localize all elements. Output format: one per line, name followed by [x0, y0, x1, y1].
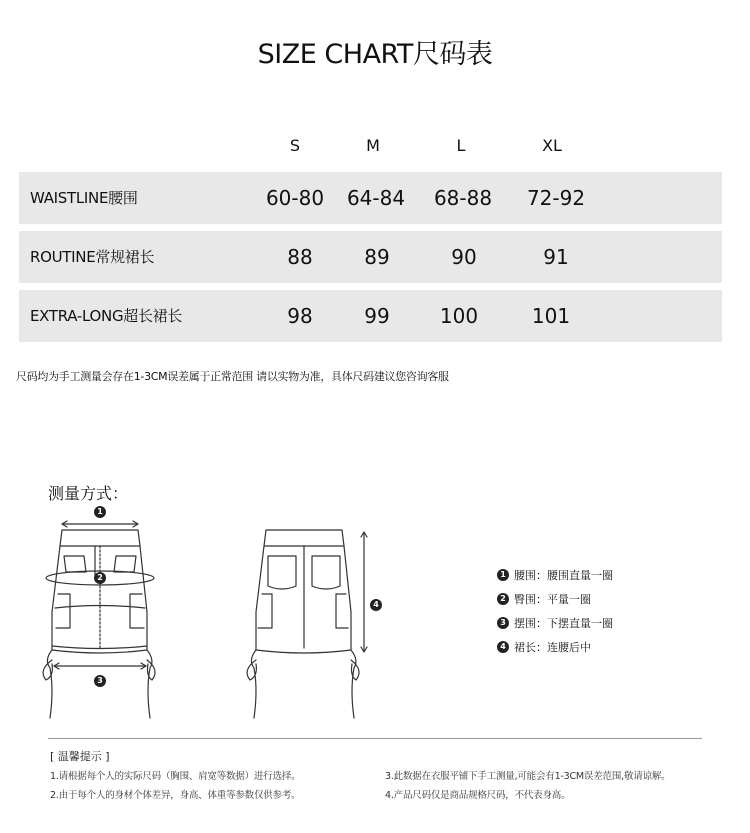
cell-m: 99 — [364, 304, 390, 328]
legend-item-hem — [497, 611, 613, 635]
marker-label-3: 3 — [97, 676, 103, 685]
cell-s: 98 — [287, 304, 313, 328]
size-header-xl: XL — [542, 136, 562, 155]
cell-m: 64-84 — [346, 186, 406, 210]
legend-text: 臀围：平量一圈 — [514, 593, 591, 606]
legend-text: 摆围：下摆直量一圈 — [514, 617, 613, 630]
marker-label-2: 2 — [97, 573, 103, 582]
legend-num: 1 — [497, 569, 509, 581]
legend-text: 腰围：腰围直量一圈 — [514, 569, 613, 582]
skirt-back-illustration — [247, 530, 359, 718]
row-label: WAISTLINE腰围 — [30, 189, 138, 207]
legend-num: 2 — [497, 593, 509, 605]
row-label: ROUTINE常规裙长 — [30, 248, 155, 266]
legend-num: 3 — [497, 617, 509, 629]
size-header-s: S — [289, 136, 301, 155]
marker-label-1: 1 — [97, 507, 103, 516]
cell-l: 100 — [439, 304, 479, 328]
size-header-l: L — [456, 136, 466, 155]
tip-1: 1.请根据每个人的实际尺码（胸围、肩宽等数据）进行选择。 — [50, 771, 301, 782]
cell-xl: 91 — [543, 245, 569, 269]
row-label: EXTRA-LONG超长裙长 — [30, 307, 183, 325]
legend-num: 4 — [497, 641, 509, 653]
tip-3: 3.此数据在衣服平铺下手工测量,可能会有1-3CM误差范围,敬请谅解。 — [385, 771, 671, 782]
tips-divider — [48, 738, 702, 739]
legend-item-hip — [497, 587, 613, 611]
size-header-m: M — [366, 136, 380, 155]
cell-m: 89 — [364, 245, 390, 269]
tip-2: 2.由于每个人的身材个体差异，身高、体重等参数仅供参考。 — [50, 790, 301, 801]
legend-item-waist — [497, 563, 613, 587]
measurement-note: 尺码均为手工测量会存在1-3CM误差属于正常范围 请以实物为准，具体尺码建议您咨询客服 — [16, 370, 449, 383]
tips-title: [ 温馨提示 ] — [50, 750, 110, 763]
legend-item-length — [497, 635, 613, 659]
marker-label-4: 4 — [373, 600, 379, 609]
cell-s: 88 — [287, 245, 313, 269]
legend-text: 裙长：连腰后中 — [514, 641, 591, 654]
measure-method-title: 测量方式： — [48, 484, 129, 503]
page-title: SIZE CHART尺码表 — [257, 39, 493, 70]
measure-legend — [497, 563, 613, 659]
cell-s: 60-80 — [265, 186, 325, 210]
tip-4: 4.产品尺码仅是商品规格尺码，不代表身高。 — [385, 790, 571, 801]
cell-xl: 72-92 — [526, 186, 586, 210]
skirt-front-illustration — [43, 530, 155, 718]
cell-l: 90 — [451, 245, 477, 269]
cell-xl: 101 — [531, 304, 571, 328]
cell-l: 68-88 — [433, 186, 493, 210]
